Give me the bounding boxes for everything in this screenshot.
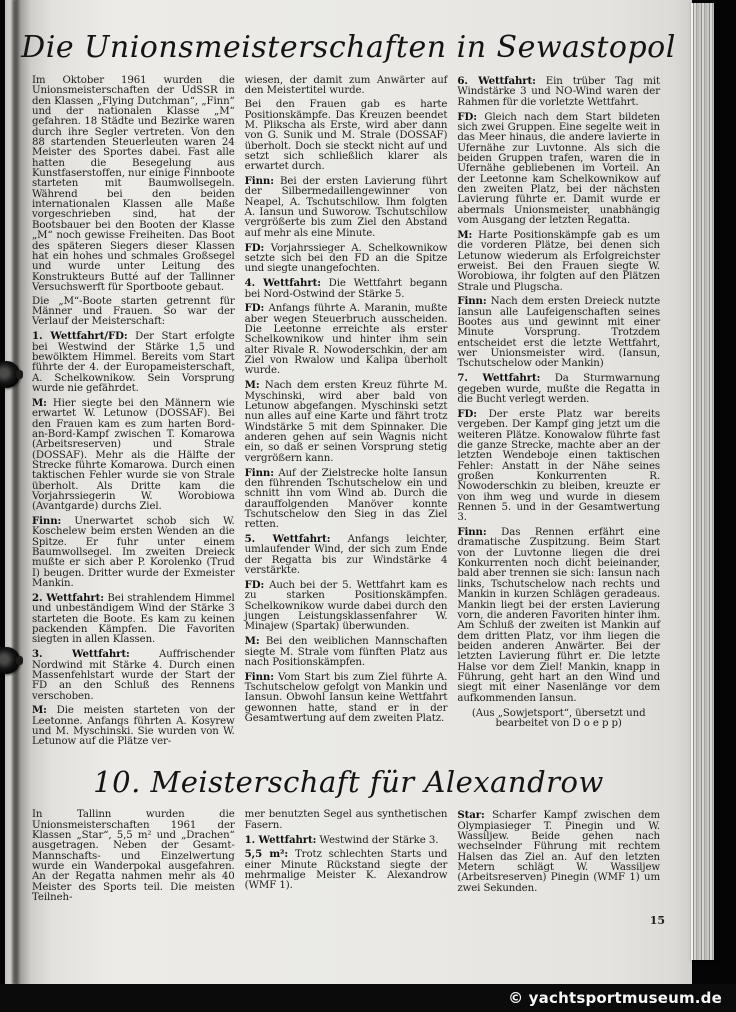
paragraph-lead: Finn: xyxy=(244,466,274,479)
book-page-edges xyxy=(691,3,714,960)
paragraph-text: Ein trüber Tag mit Windstärke 3 und NO-Wind waren der Rahmen für die vorletzte Wettfahrt. xyxy=(457,76,661,108)
paragraph-text: Die „M“-Boote starten getrennt für Männer und Frauen. So war der Verlauf der Meisterschaft: xyxy=(32,295,235,328)
paragraph-text: Trotz schlechten Starts und einer Minute Rückstand siegte der mehrmalige Meister K. Alexandrow (WMF 1). xyxy=(244,849,448,892)
paragraph xyxy=(245,303,448,376)
paragraph-lead: FD: xyxy=(457,110,477,123)
paragraph-text: mer benutzten Segel aus synthetischen Fasern. xyxy=(244,809,448,831)
paragraph xyxy=(32,705,235,747)
paragraph-text: Der erste Platz war bereits vergeben. Der Kampf ging jetzt um die weiteren Plätze. Konowalow führte fast die ganze Strecke, machte aber an der letzten Wendeboje einen taktischen Fehler: Anstatt in der Nähe seines großen Konkurrenten R. Nowoderschkin zu bleiben, kreuzte er von ihm weg und wurde in diesem Rennen 5. und in der Gesamtwertung 3. xyxy=(457,408,661,524)
paragraph-text: Harte Positionskämpfe gab es um die vorderen Plätze, bei denen sich Letunow wiederum als Erfolgreichster erweist. Bei den Frauen siegte W. Worobiowa, ihr folgten auf den Plätzen Strale und Plugscha. xyxy=(457,229,661,293)
paragraph xyxy=(245,580,448,633)
paragraph xyxy=(245,278,448,300)
paragraph-text: Bei den Frauen gab es harte Positionskämpfe. Das Kreuzen beendet M. Plikscha als Erste, wird aber dann von G. Sunik und M. Strale (DOSSAF) überholt. Doch sie steckt nicht auf und setzt sich schließlich klarer als erwartet durch. xyxy=(244,99,448,173)
paragraph-text: Auf der Zielstrecke holte Iansun den führenden Tschutschelow ein und schnitt ihn vom Wind ab. Durch die darauffolgenden Manöver konnte Tschutschelow den Sieg in das Ziel retten. xyxy=(244,467,448,531)
paragraph-text: Auch bei der 5. Wettfahrt kam es zu starken Positionskämpfen. Schelkownikow wurde dabei durch den jungen Leistungsklassenfahrer W. Minajew (Spartak) überwunden. xyxy=(244,579,448,633)
paragraph-lead: Finn: xyxy=(244,175,274,188)
paragraph-lead: M: xyxy=(244,635,260,648)
paragraph xyxy=(32,810,235,903)
paragraph-text: In Tallinn wurden die Unionsmeisterschaften 1961 der Klassen „Star“, 5,5 m² und „Drachen“ ausgetragen. Neben der Gesamt-Mannschafts- und Einzelwertung wurde ein Wanderpokal ausgefahren. An der Regatta nahmen mehr als 40 Meister des Sports teil. Die meisten Teilneh- xyxy=(32,809,235,904)
watermark-text: © yachtsportmuseum.de xyxy=(508,989,722,1007)
paragraph xyxy=(457,76,660,108)
paragraph xyxy=(245,176,448,239)
paragraph-lead: M: xyxy=(244,379,260,392)
paragraph-text: Nach dem ersten Kreuz führte M. Myschinski, wird aber bald von Letunow abgefangen. Myschinski setzt nun alles auf eine Karte und fährt trotz Windstärke 5 mit dem Spinnaker. Die anderen gehen auf sein Wagnis nicht ein, so daß er seinen Vorsprung stetig vergrößern kann. xyxy=(244,380,448,464)
paragraph xyxy=(245,672,448,725)
article1-columns xyxy=(5,76,692,751)
paragraph-lead: FD: xyxy=(244,241,265,254)
article2-column-3 xyxy=(457,810,660,907)
paragraph-lead: M: xyxy=(457,228,473,241)
paragraph-text: Der Start erfolgte bei Westwind der Stärke 1,5 und bewölktem Himmel. Bereits vom Start führte der 4. der Europameisterschaft, A. Schelkownikow. Sein Vorsprung wurde nie gefährdet. xyxy=(32,331,235,394)
paragraph-lead: 5. Wettfahrt: xyxy=(244,533,331,546)
paragraph-lead: 2. Wettfahrt: xyxy=(32,592,104,604)
article1-title: Die Unionsmeisterschaften in Sewastopol xyxy=(21,30,676,65)
article1-column-3 xyxy=(457,76,660,751)
paragraph xyxy=(457,296,660,369)
paragraph-lead: Finn: xyxy=(32,515,62,528)
article2-title: 10. Meisterschaft für Alexandrow xyxy=(93,765,604,800)
article2-column-2 xyxy=(245,810,448,907)
article1-column-1 xyxy=(32,76,235,751)
paragraph-lead: Finn: xyxy=(457,526,487,539)
paragraph xyxy=(457,527,660,704)
paragraph-lead: FD: xyxy=(244,578,265,591)
paragraph-lead: Finn: xyxy=(244,670,274,683)
paragraph-text: Scharfer Kampf zwischen dem Olympiasieger T. Pinegin und W. Wassiljew. Beide gehen nach wechselnder Führung mit rechtem Halsen das Ziel an. Auf den letzten Metern schlägt W. Wassiljew (Arbeitsreserven) Pinegin (WMF 1) um zwei Sekunden. xyxy=(457,810,661,894)
paragraph xyxy=(32,649,235,702)
paragraph-text: Unerwartet schob sich W. Koschelew beim ersten Wenden an die Spitze. Er fuhr unter einem Baumwollsegel. Im zweiten Dreieck mußte er sich aber P. Korolenko (Trud I) beugen. Dritter wurde der Exmeister Mankin. xyxy=(32,516,235,590)
paragraph-text: (Aus „Sowjetsport“, übersetzt und bearbeitet von D o e p p) xyxy=(471,707,646,730)
paragraph-lead: M: xyxy=(32,396,47,409)
paragraph-text: Bei der ersten Lavierung führt der Silbermedaillengewinner von Neapel, A. Tschutschilow. Ihm folgten A. Iansun und Suworow. Tschutschilow vergrößerte bis zum Ziel den Abstand auf mehr als eine Minute. xyxy=(244,176,448,239)
article2-columns xyxy=(5,810,692,907)
paragraph xyxy=(245,835,448,846)
paragraph xyxy=(32,331,235,394)
paragraph xyxy=(457,112,660,227)
paragraph-text: Da Sturmwarnung gegeben wurde, mußte die Regatta in die Bucht verlegt werden. xyxy=(457,373,661,405)
paragraph-text: Die Wettfahrt begann bei Nord-Ostwind der Stärke 5. xyxy=(244,278,448,300)
paragraph xyxy=(32,297,235,328)
paragraph-lead: 5,5 m²: xyxy=(244,848,289,861)
paragraph-lead: 1. Wettfahrt/FD: xyxy=(32,330,128,343)
paragraph-text: Hier siegte bei den Männern wie erwartet W. Letunow (DOSSAF). Bei den Frauen kam es zum harten Bord-an-Bord-Kampf zwischen T. Komarowa (Arbeitsreserven) und Strale (DOSSAF). Mehr als die Hälfte der Strecke führte Komarowa. Durch einen taktischen Fehler wurde sie von Strale überholt. Als Dritte kam die Vorjahrssiegerin W. Worobiowa (Avantgarde) durchs Ziel. xyxy=(32,397,235,513)
paragraph-text: Vorjahrssieger A. Schelkownikow setzte sich bei den FD an die Spitze und siegte unangefochten. xyxy=(244,242,448,275)
paragraph-lead: FD: xyxy=(244,302,265,315)
paragraph xyxy=(457,709,660,730)
paragraph xyxy=(245,636,448,668)
article2-column-1 xyxy=(32,810,235,907)
paragraph xyxy=(245,810,448,831)
paragraph-text: Vom Start bis zum Ziel führte A. Tschutschelow gefolgt von Mankin und Iansun. Obwohl Iansun keine Wettfahrt gewonnen hatte, stand er in der Gesamtwertung auf dem zweiten Platz. xyxy=(244,671,448,725)
paragraph-lead: FD: xyxy=(457,407,477,420)
paragraph-lead: 1. Wettfahrt: xyxy=(244,833,317,846)
paragraph-text: Die meisten starteten von der Leetonne. Anfangs führten A. Kosyrew und M. Myschinski. Sie wurden von W. Letunow auf die Plätze ver- xyxy=(32,705,235,748)
paragraph-text: Anfangs führte A. Maranin, mußte aber wegen Steuerbruch ausscheiden. Die Leetonne erreichte als erster Schelkownikow und hinter ihm sein alter Rivale R. Nowoderschkin, der am Ziel von Rwalow und Kalipa überholt wurde. xyxy=(244,303,448,377)
paragraph xyxy=(457,810,660,894)
paragraph xyxy=(32,593,235,646)
paragraph xyxy=(457,373,660,405)
paragraph xyxy=(32,76,235,293)
paragraph xyxy=(245,243,448,275)
paragraph xyxy=(245,534,448,576)
paragraph-text: Im Oktober 1961 wurden die Unionsmeisterschaften der UdSSR in den Klassen „Flying Dutchman“, „Finn“ und der nationalen Klasse „M“ gefahren. 18 Städte und Bezirke waren durch ihre Segler vertreten. Von den 88 startenden Steuerleuten waren 24 Meister des Sportes dabei. Fast alle hatten die Besegelung aus Kunstfaserstoffen, nur einige Finnboote starteten mit Baumwollsegeln. Während bei den beiden internationalen Klassen alle Maße vorgeschrieben sind, hat der Bootsbauer bei den Booten der Klasse „M“ noch gewisse Freiheiten. Das Boot des späteren Siegers dieser Klassen hat ein hohes und schmales Großsegel und wurde unter Leitung des Konstrukteurs Butté auf der Tallinner Versuchswerft für Sportboote gebaut. xyxy=(32,75,235,293)
paragraph-text: Auffrischender Nordwind mit Stärke 4. Durch einen Massenfehlstart wurde der Start der FD an den Schluß des Rennens verschoben. xyxy=(32,649,235,702)
article1-column-2 xyxy=(245,76,448,751)
paragraph-lead: 6. Wettfahrt: xyxy=(457,75,536,87)
paragraph-lead: 4. Wettfahrt: xyxy=(244,277,321,290)
paragraph-lead: 3. Wettfahrt: xyxy=(32,648,130,661)
page-number: 15 xyxy=(649,914,665,927)
paragraph xyxy=(245,76,448,97)
paragraph xyxy=(32,516,235,589)
magazine-page xyxy=(5,0,692,984)
paragraph-text: Bei strahlendem Himmel und unbeständigem Wind der Stärke 3 starteten die Boote. Es kam zu keinen packenden Kämpfen. Die Favoriten siegten in allen Klassen. xyxy=(32,593,235,646)
paragraph-text: Anfangs leichter, umlaufender Wind, der sich zum Ende der Regatta bis zur Windstärke 4 verstärkte. xyxy=(244,534,448,577)
paragraph-lead: Finn: xyxy=(457,295,487,308)
paragraph-text: wiesen, der damit zum Anwärter auf den Meistertitel wurde. xyxy=(244,75,448,97)
paragraph xyxy=(245,380,448,464)
paragraph-text: Westwind der Stärke 3. xyxy=(319,834,439,846)
watermark-bar xyxy=(0,984,736,1012)
paragraph-text: Das Rennen erfährt eine dramatische Zuspitzung. Beim Start von der Luvtonne liegen die drei Konkurrenten noch dicht beieinander, bald aber trennen sie sich: Iansun nach links, Tschutschelow nach rechts und Mankin in kurzen Schlägen geradeaus. Mankin liegt bei der ersten Lavierung vorn, die anderen Favoriten hinter ihm. Am Schluß der zweiten ist Mankin auf dem dritten Platz, vor ihm liegen die beiden anderen Anwärter. Bei der letzten Lavierung führt er. Die letzte Halse vor dem Ziel! Mankin, knapp in Führung, geht hart an den Wind und siegt mit einer Nasenlänge vor dem aufkommenden Iansun. xyxy=(457,527,661,704)
paragraph-lead: 7. Wettfahrt: xyxy=(457,372,541,385)
paragraph-text: Gleich nach dem Start bildeten sich zwei Gruppen. Eine segelte weit in das Meer hinaus, die andere lavierte in Ufernähe zur Luvtonne. Als sich die beiden Gruppen trafen, waren die in Ufernähe gebliebenen im Vorteil. An der Leetonne kam Schelkownikow auf den zweiten Platz, bei der nächsten Lavierung führte er. Damit wurde er abermals Unionsmeister, unabhängig vom Ausgang der letzten Regatta. xyxy=(457,111,661,226)
paragraph-text: Nach dem ersten Dreieck nutzte Iansun alle Laufeigenschaften seines Bootes aus und gewinnt mit einer Minute Vorsprung. Trotzdem entscheidet erst die letzte Wettfahrt, wer Unionsmeister wird. (Iansun, Tschutschelow oder Mankin) xyxy=(457,296,661,370)
paragraph xyxy=(245,468,448,531)
paragraph xyxy=(457,409,660,524)
paragraph-lead: Star: xyxy=(457,809,485,822)
paragraph-lead: M: xyxy=(32,704,47,717)
paragraph xyxy=(457,230,660,293)
paragraph xyxy=(32,398,235,513)
paragraph xyxy=(245,100,448,172)
paragraph-text: Bei den weiblichen Mannschaften siegte M. Strale vom fünften Platz aus nach Positionskämpfen. xyxy=(244,636,448,668)
paragraph xyxy=(245,849,448,891)
